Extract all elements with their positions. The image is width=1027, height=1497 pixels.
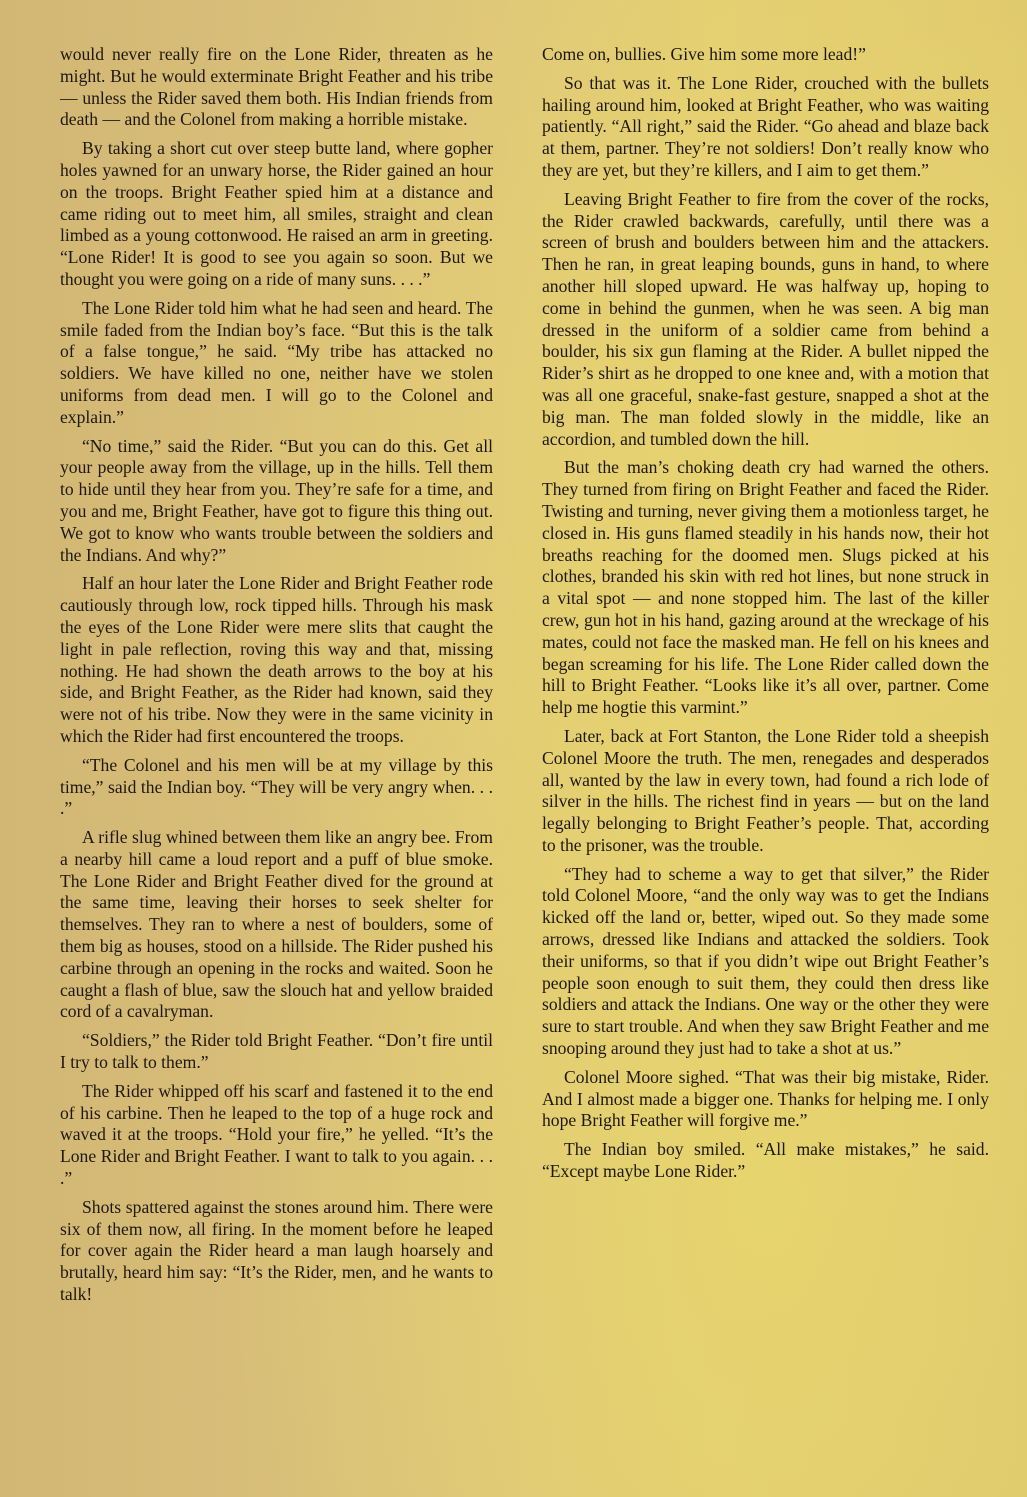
paragraph: A rifle slug whined between them like an angry bee. From a nearby hill came a loud report and a puff of blue smoke. The Lone Rider and Bright Feather dived for the ground at the same time, leaving their horses to seek shelter for themselves. They ran to where a nest of boulders, some of them big as houses, stood on a hillside. The Rider pushed his carbine through an opening in the rocks and waited. Soon he caught a flash of blue, saw the slouch hat and yellow braided cord of a cavalryman. <box>60 827 493 1022</box>
paragraph: But the man’s choking death cry had warned the others. They turned from firing on Bright Feather and faced the Rider. Twisting and turning, never giving them a motionless target, he closed in. His guns flamed steadily in his hands now, their hot breaths reaching for the doomed men. Slugs picked at his clothes, branded his skin with red hot lines, but none struck in a vital spot — and none stopped him. The last of the killer crew, gun hot in his hand, gazing around at the wreckage of his mates, could not face the masked man. He fell on his knees and began screaming for his life. The Lone Rider called down the hill to Bright Feather. “Looks like it’s all over, partner. Come help me hogtie this varmint.” <box>542 457 989 718</box>
paragraph: “No time,” said the Rider. “But you can do this. Get all your people away from the village, up in the hills. Tell them to hide until they hear from you. They’re safe for a time, and you and me, Bright Feather, have got to figure this thing out. We got to know who wants trouble between the soldiers and the Indians. And why?” <box>60 435 493 565</box>
paragraph: By taking a short cut over steep butte land, where gopher holes yawned for an unwary horse, the Rider gained an hour on the troops. Bright Feather spied him at a distance and came riding out to meet him, all smiles, straight and clean limbed as a young cottonwood. He raised an arm in greeting. “Lone Rider! It is good to see you again so soon. But we thought you were going on a ride of many suns. . . .” <box>60 138 493 289</box>
paragraph: “They had to scheme a way to get that silver,” the Rider told Colonel Moore, “and the only way was to get the Indians kicked off the land or, better, wiped out. So they made some arrows, dressed like Indians and attacked the soldiers. Took their uniforms, so that if you didn’t wipe out Bright Feather’s people soon enough to suit them, they could then dress like soldiers and attack the Indians. One way or the other they were sure to start trouble. And when they saw Bright Feather and me snooping around they just had to take a shot at us.” <box>542 863 989 1059</box>
right-text-column <box>542 44 989 1190</box>
paragraph: Half an hour later the Lone Rider and Bright Feather rode cautiously through low, rock tipped hills. Through his mask the eyes of the Lone Rider were mere slits that caught the light in pale reflection, roving this way and that, missing nothing. He had shown the death arrows to the boy at his side, and Bright Feather, as the Rider had known, said they were not of his tribe. Now they were in the same vicinity in which the Rider had first encountered the troops. <box>60 573 493 746</box>
paragraph: Leaving Bright Feather to fire from the cover of the rocks, the Rider crawled backwards, carefully, until there was a screen of brush and boulders between him and the attackers. Then he ran, in great leaping bounds, guns in hand, to where another hill sloped upward. He was halfway up, hoping to come in behind the gunmen, when he was seen. A big man dressed in the uniform of a soldier came from behind a boulder, his six gun flaming at the Rider. A bullet nipped the Rider’s shirt as he dropped to one knee and, with a motion that was all one graceful, snake-fast gesture, snapped a shot at the big man. The man folded slowly in the middle, like an accordion, and tumbled down the hill. <box>542 188 989 449</box>
paragraph: Later, back at Fort Stanton, the Lone Rider told a sheepish Colonel Moore the truth. The men, renegades and desperados all, wanted by the law in every town, had found a rich lode of silver in the hills. The richest find in years — but on the land legally belonging to Bright Feather’s people. That, according to the prisoner, was the trouble. <box>542 725 989 855</box>
paragraph: Come on, bullies. Give him some more lead!” <box>542 44 866 64</box>
paragraph: Colonel Moore sighed. “That was their big mistake, Rider. And I almost made a bigger one. Thanks for helping me. I only hope Bright Feather will forgive me.” <box>542 1066 989 1131</box>
left-text-column <box>60 44 493 1313</box>
paragraph: “Soldiers,” the Rider told Bright Feather. “Don’t fire until I try to talk to them.” <box>60 1030 493 1073</box>
paragraph: The Rider whipped off his scarf and fastened it to the end of his carbine. Then he leaped to the top of a huge rock and waved it at the troops. “Hold your fire,” he yelled. “It’s the Lone Rider and Bright Feather. I want to talk to you again. . . .” <box>60 1080 493 1189</box>
paragraph: would never really fire on the Lone Rider, threaten as he might. But he would exterminate Bright Feather and his tribe — unless the Rider saved them both. His Indian friends from death — and the Colonel from making a horrible mistake. <box>60 44 493 130</box>
paragraph: The Indian boy smiled. “All make mistakes,” he said. “Except maybe Lone Rider.” <box>542 1139 989 1182</box>
paragraph: So that was it. The Lone Rider, crouched with the bullets hailing around him, looked at Bright Feather, who was waiting patiently. “All right,” said the Rider. “Go ahead and blaze back at them, partner. They’re not soldiers! Don’t really know who they are yet, but they’re killers, and I aim to get them.” <box>542 72 989 180</box>
paragraph: Shots spattered against the stones around him. There were six of them now, all firing. In the moment before he leaped for cover again the Rider heard a man laugh hoarsely and brutally, heard him say: “It’s the Rider, men, and he wants to talk! <box>60 1196 493 1305</box>
paragraph: The Lone Rider told him what he had seen and heard. The smile faded from the Indian boy’s face. “But this is the talk of a false tongue,” he said. “My tribe has attacked no soldiers. We have killed no one, neither have we stolen uniforms from dead men. I will go to the Colonel and explain.” <box>60 297 493 427</box>
paragraph: “The Colonel and his men will be at my village by this time,” said the Indian boy. “They will be very angry when. . . .” <box>60 754 493 819</box>
